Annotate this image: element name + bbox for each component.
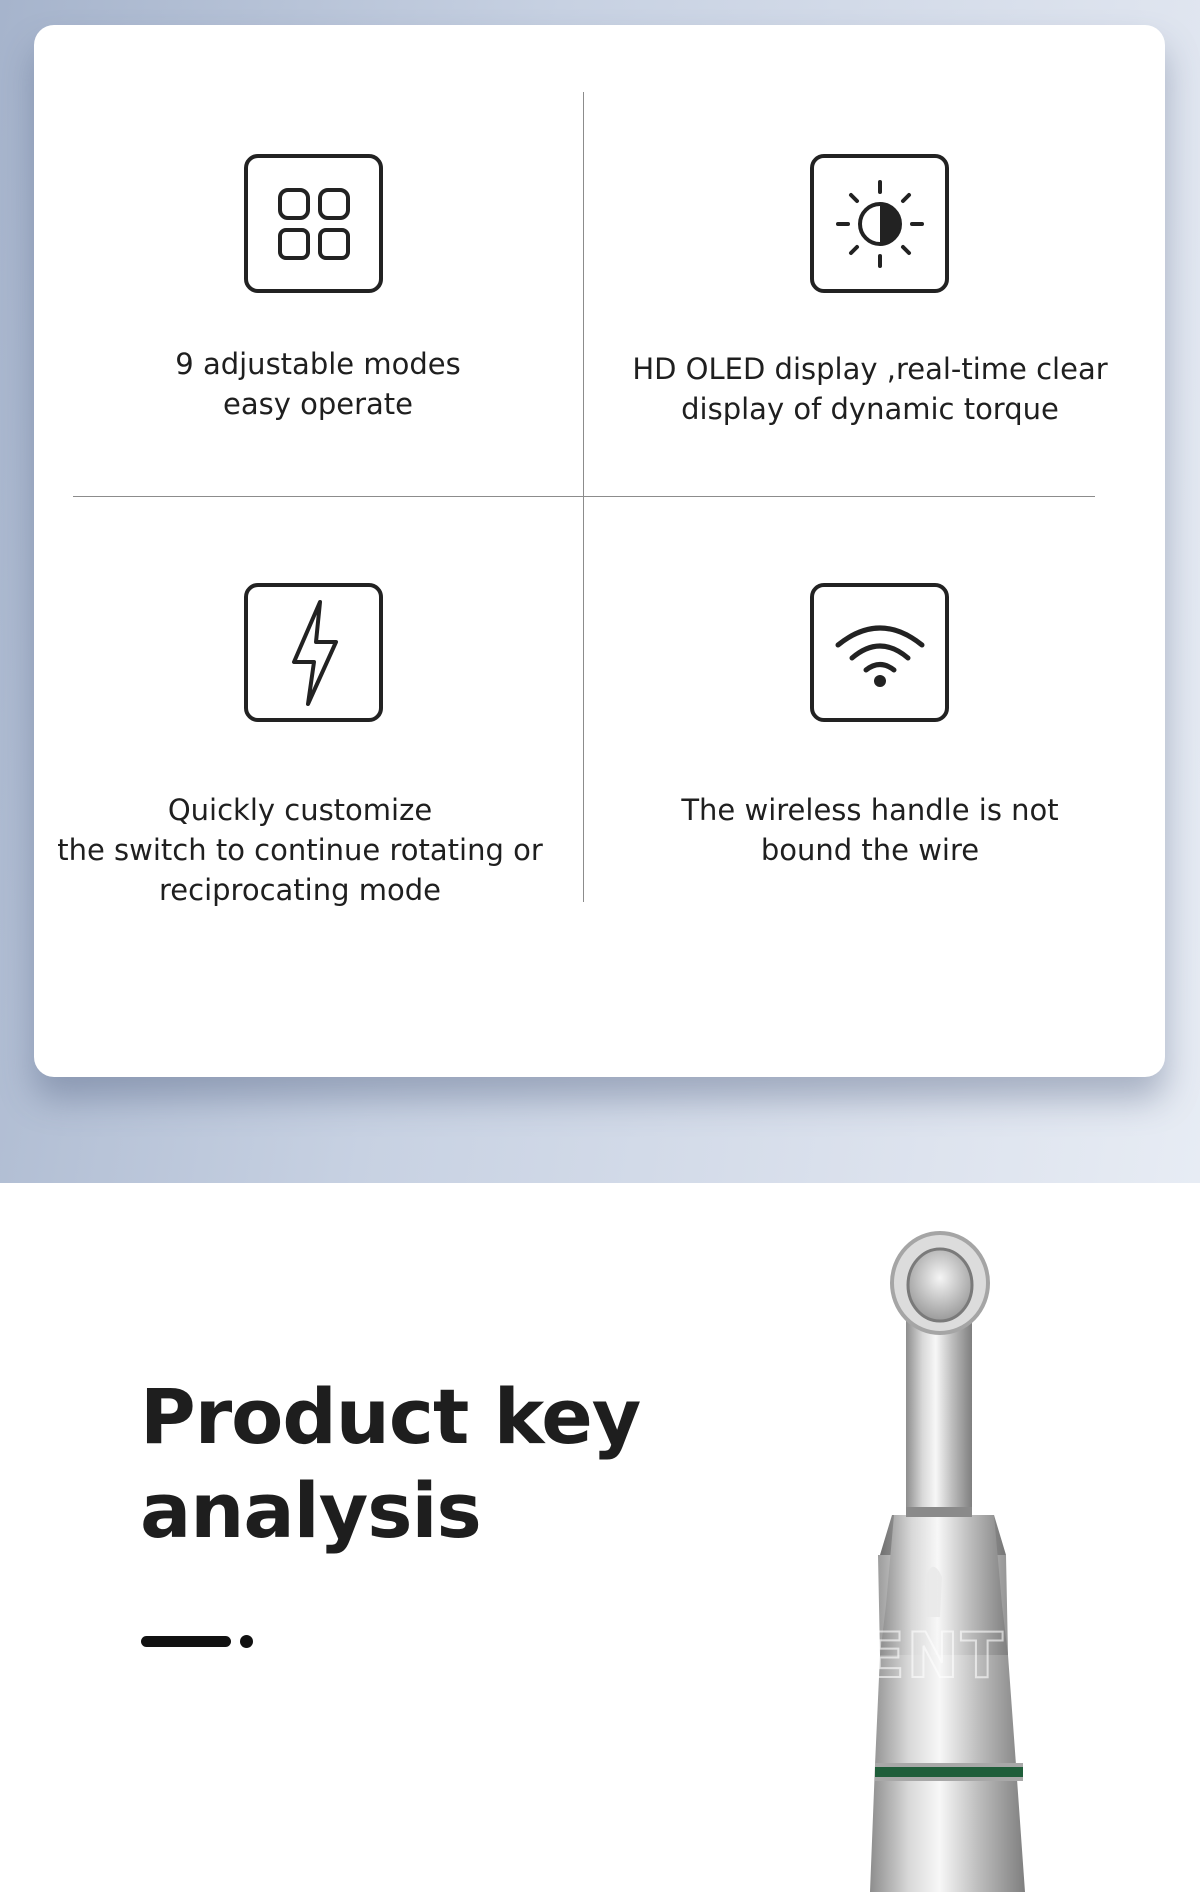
brightness-icon — [810, 154, 949, 293]
feature-line: the switch to continue rotating or — [57, 833, 543, 867]
title-accent-dot — [240, 1635, 253, 1648]
feature-line: 9 adjustable modes — [175, 347, 461, 381]
feature-text-modes — [68, 344, 568, 424]
feature-line: The wireless handle is not — [681, 793, 1059, 827]
feature-line: reciprocating mode — [159, 873, 441, 907]
feature-card — [34, 25, 1165, 1077]
section-title — [140, 1370, 640, 1558]
svg-text:AZDENT: AZDENT — [712, 1619, 1005, 1692]
feature-line: HD OLED display ,real-time clear — [632, 352, 1108, 386]
feature-text-display — [620, 349, 1120, 429]
feature-line: bound the wire — [760, 833, 980, 867]
title-accent-line — [141, 1636, 231, 1647]
feature-line: easy operate — [222, 387, 413, 421]
feature-line: Quickly customize — [167, 793, 433, 827]
section-title-line: Product key — [140, 1372, 641, 1461]
lightning-icon — [244, 583, 383, 722]
feature-text-switch — [50, 790, 550, 910]
feature-text-wireless — [620, 790, 1120, 870]
wifi-icon — [810, 583, 949, 722]
grid-icon — [244, 154, 383, 293]
horizontal-divider — [73, 496, 1095, 497]
dental-handpiece-image — [712, 1225, 1050, 1892]
vertical-divider — [583, 92, 584, 902]
section-title-line: analysis — [140, 1466, 481, 1555]
feature-line: display of dynamic torque — [681, 392, 1059, 426]
